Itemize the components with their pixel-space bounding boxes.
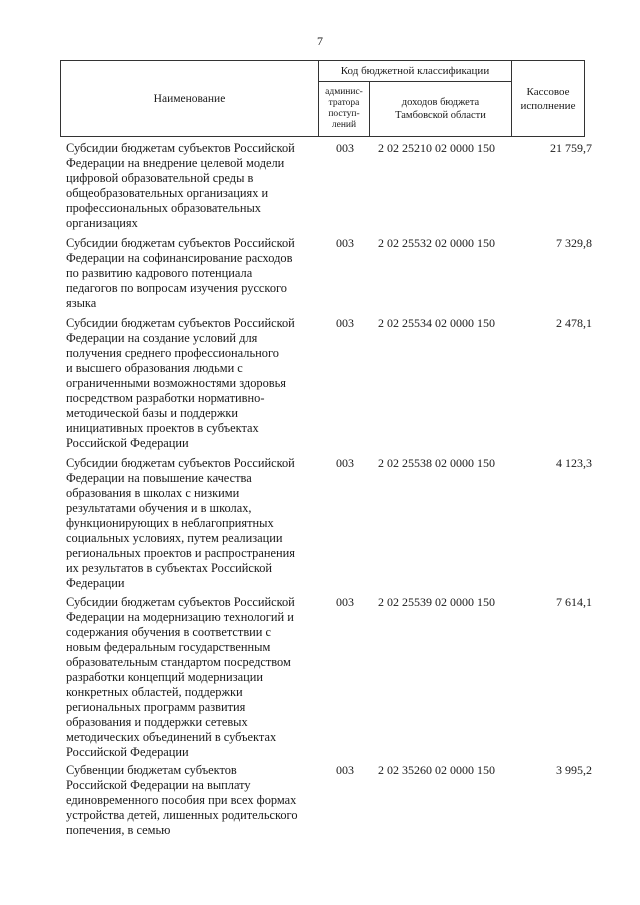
header-execution-text: Кассовое исполнение [520, 85, 576, 112]
header-name: Наименование [61, 61, 319, 137]
page-number: 7 [317, 34, 323, 48]
row-income-code: 2 02 25534 02 0000 150 [378, 316, 495, 330]
row-admin-code: 003 [336, 141, 354, 155]
row-name: Субсидии бюджетам субъектов Российской Федерации на софинансирование расходов по развитию кадрового потенциала педагогов по вопросам изучения русского языка [66, 236, 295, 310]
row-admin-code: 003 [336, 595, 354, 609]
row-name: Субсидии бюджетам субъектов Российской Федерации на повышение качества образования в школах с низкими результатами обучения и в школах, функционирующих в неблагоприятных социальных условиях, путем реализации региональных проектов и распространения их результатов в субъектах Российской Федерации [66, 456, 295, 590]
row-income-code: 2 02 25210 02 0000 150 [378, 141, 495, 155]
row-execution: 3 995,2 [556, 763, 592, 777]
row-name: Субсидии бюджетам субъектов Российской Федерации на модернизацию технологий и содержания обучения в соответствии с новым федеральным государственным образовательным стандартом посредством разработки концепций модернизации конкретных областей, поддержки региональных программ развития образования и поддержки сетевых методических объединений в субъектах Российской Федерации [66, 595, 295, 759]
row-name: Субвенции бюджетам субъектов Российской Федерации на выплату единовременного пособия при всех формах устройства детей, лишенных родительского попечения, в семью [66, 763, 298, 837]
row-income-code: 2 02 25532 02 0000 150 [378, 236, 495, 250]
row-income-code: 2 02 25538 02 0000 150 [378, 456, 495, 470]
row-admin-code: 003 [336, 456, 354, 470]
row-admin-code: 003 [336, 236, 354, 250]
row-name: Субсидии бюджетам субъектов Российской Федерации на внедрение целевой модели цифровой образовательной среды в общеобразовательных организациях и профессиональных образовательных организациях [66, 141, 295, 230]
header-code-group: Код бюджетной классификации [319, 61, 512, 82]
row-income-code: 2 02 35260 02 0000 150 [378, 763, 495, 777]
row-admin-code: 003 [336, 763, 354, 777]
row-execution: 7 614,1 [556, 595, 592, 609]
row-income-code: 2 02 25539 02 0000 150 [378, 595, 495, 609]
row-execution: 7 329,8 [556, 236, 592, 250]
row-execution: 2 478,1 [556, 316, 592, 330]
row-execution: 4 123,3 [556, 456, 592, 470]
header-admin-text: админис- тратора поступ- лений [325, 87, 363, 130]
row-name: Субсидии бюджетам субъектов Российской Федерации на создание условий для получения среднего профессионального и высшего образования людьми с ограниченными возможностями здоровья посредством разработки нормативно- методической базы и поддержки инициативных проектов в субъектах Российской Федерации [66, 316, 295, 450]
row-admin-code: 003 [336, 316, 354, 330]
header-income-text: доходов бюджета Тамбовской области [395, 97, 486, 121]
row-execution: 21 759,7 [550, 141, 592, 155]
